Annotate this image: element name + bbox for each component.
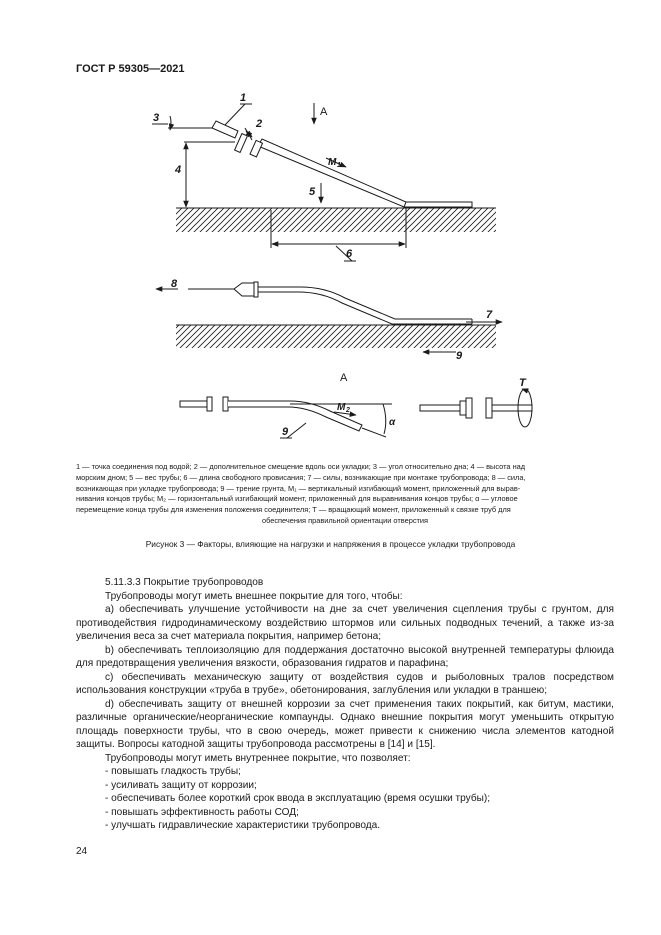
label-2: 2 bbox=[256, 118, 263, 130]
label-8: 8 bbox=[171, 278, 178, 290]
legend-line: морским дном; 5 — вес трубы; 6 — длина свободного провисания; 7 — силы, возникающие при монтаже трубопровода; 8 — сила, bbox=[76, 472, 526, 482]
paragraph: Трубопроводы могут иметь внешнее покрытие для того, чтобы: bbox=[105, 590, 403, 602]
diagram-2-labels bbox=[171, 278, 493, 362]
leader-1 bbox=[225, 104, 245, 125]
bullet-item: - повышать гладкость трубы; bbox=[105, 766, 241, 777]
pull-head-flange bbox=[254, 282, 258, 297]
label-7: 7 bbox=[486, 309, 493, 321]
paragraph: Трубопроводы могут иметь внутреннее покрытие, что позволяет: bbox=[105, 752, 411, 764]
end-pipe-right bbox=[492, 405, 532, 411]
label-alpha: α bbox=[389, 417, 396, 428]
label-m1: M bbox=[328, 157, 337, 168]
pipe-bed-1 bbox=[404, 202, 472, 207]
section-body bbox=[76, 576, 614, 833]
pull-head bbox=[234, 283, 254, 296]
end-pipe-left bbox=[420, 405, 460, 411]
label-6: 6 bbox=[346, 248, 353, 260]
diagram-pulling-view bbox=[156, 282, 502, 352]
page-number: 24 bbox=[76, 846, 88, 857]
document-header: ГОСТ Р 59305—2021 bbox=[76, 63, 185, 75]
diagram-side-view bbox=[152, 103, 496, 261]
label-m2-sub: 2 bbox=[346, 407, 350, 414]
list-item: d) обеспечивать защиту от внешней коррозии за счет применения таких покрытий, как битум, мастики, различные органические/неорганические компаунды. Однако внешние покрытия могут уменьшить открытую площадь поверхности трубы, что в свою очередь, может привести к снижению числа элементов катодной защиты. Вопросы катодной защиты трубопровода рассмотрены в [14] и [15]. bbox=[76, 698, 614, 750]
legend-line: перемещение конца трубы для изменения положения соединителя; T — вращающий момент, приложенный к связке труб для bbox=[76, 505, 511, 515]
seabed-1 bbox=[176, 208, 496, 232]
list-item: b) обеспечивать теплоизоляцию для поддержания достаточно высокой внутренней температуры флюида для предотвращения увеличения вязкости, образования гидратов и парафина; bbox=[76, 644, 614, 669]
diagram-plan-view bbox=[180, 389, 532, 438]
end-flange-c bbox=[486, 398, 492, 418]
label-3: 3 bbox=[153, 112, 160, 124]
connector-right-1 bbox=[250, 140, 262, 157]
list-item: c) обеспечивать механическую защиту от воздействия судов и рыболовных тралов посредством использования конструкции «труба в трубе», обетонирования, заглубления или укладки в траншею; bbox=[76, 671, 614, 696]
bullet-item: - улучшать гидравлические характеристики трубопровода. bbox=[105, 820, 381, 831]
pipe-slope-1 bbox=[258, 139, 406, 207]
label-view-a-arrow: A bbox=[320, 106, 328, 118]
plan-flange-mid bbox=[223, 397, 228, 411]
connector-left-1 bbox=[235, 134, 248, 153]
plan-flange-left bbox=[207, 397, 212, 411]
end-flange-a bbox=[460, 401, 466, 415]
label-9-plan: 9 bbox=[282, 426, 289, 438]
bullet-item: - повышать эффективность работы СОД; bbox=[105, 806, 299, 818]
figure-legend bbox=[76, 462, 614, 527]
pipe-end-1 bbox=[212, 121, 238, 138]
alpha-leader bbox=[362, 428, 386, 437]
bullet-item: - усиливать защиту от коррозии; bbox=[105, 779, 257, 791]
figure-caption: Рисунок 3 — Факторы, влияющие на нагрузки и напряжения в процессе укладки трубопровода bbox=[145, 539, 516, 549]
section-heading: 5.11.3.3 Покрытие трубопроводов bbox=[105, 577, 264, 588]
figure-3-diagram bbox=[0, 0, 661, 460]
label-1: 1 bbox=[240, 92, 247, 104]
label-m2: M bbox=[337, 402, 346, 413]
label-t: T bbox=[519, 377, 526, 389]
bullet-item: - обеспечивать более короткий срок ввода в эксплуатацию (время осушки трубы); bbox=[105, 793, 491, 804]
label-4: 4 bbox=[175, 164, 182, 176]
list-item: а) обеспечивать улучшение устойчивости на дне за счет увеличения сцепления трубы с грунтом, для противодействия гидродинамическому воздействию штормов или сильных подводных течений, а также из-за увеличения веса за счет материала покрытия, например бетона; bbox=[76, 604, 614, 642]
label-m1-sub: 1 bbox=[337, 162, 341, 169]
angle-3-arc bbox=[170, 116, 171, 130]
leader-9b bbox=[287, 423, 306, 438]
seabed-2 bbox=[176, 325, 496, 348]
legend-line: нивания концов трубы; M₂ — горизонтальный изгибающий момент, приложенный для выравнивания концов трубы; α — угловое bbox=[76, 494, 518, 504]
alpha-arc bbox=[383, 404, 386, 434]
legend-line: обеспечения правильной ориентации отверстия bbox=[261, 515, 429, 525]
label-9-friction: 9 bbox=[456, 350, 463, 362]
bullet-list bbox=[76, 765, 614, 833]
label-5: 5 bbox=[309, 186, 316, 198]
label-view-a-title: A bbox=[340, 372, 348, 384]
plan-pipe-left bbox=[180, 401, 207, 407]
legend-line: возникающая при укладке трубопровода; 9 — трение грунта, M₁ — вертикальный изгибающий момент, приложенный для вырав- bbox=[76, 483, 521, 493]
legend-line: 1 — точка соединения под водой; 2 — дополнительное смещение вдоль оси укладки; 3 — угол относительно дна; 4 — высота над bbox=[76, 462, 526, 471]
end-flange-b bbox=[466, 398, 472, 418]
